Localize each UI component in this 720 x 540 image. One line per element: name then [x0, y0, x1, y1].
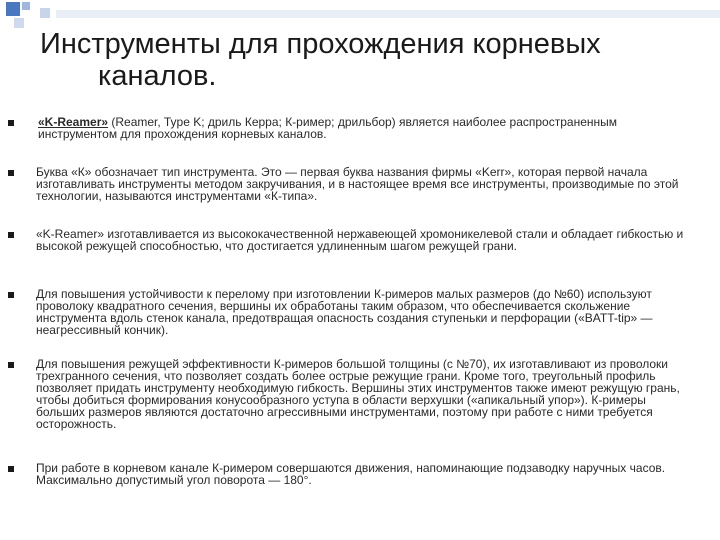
- bullet-icon: [8, 232, 14, 238]
- title-line-2: каналов.: [98, 60, 217, 92]
- list-item-text: Буква «К» обозначает тип инструмента. Это — первая буква названия фирмы «Kerr», которая первой начала изготавливать инструменты методом закручивания, и в настоящее время все инструменты, производимые по этой технологии, называются инструментами «К-типа».: [36, 165, 679, 203]
- bullet-icon: [8, 120, 14, 126]
- list-item-text: [38, 116, 688, 140]
- list-item-text: Для повышения режущей эффективности К-римеров большой толщины (с №70), их изготавливают из проволоки трехгранного сечения, что позволяет создать более острые режущие грани. Кроме того, треугольный профиль позволяет придать инструменту необходимую гибкость. Вершины этих инструментов также имеют режущую грань, чтобы добиться формирования конусообразного уступа в области верхушки («апикальный упор»). К-римеры больших размеров являются достаточно агрессивными инструментами, поэтому при работе с ними требуется осторожность.: [36, 357, 680, 431]
- list-item-body: (Reamer, Type K; дриль Керра; К-ример; дрильбор) является наиболее распространенным инструментом для прохождения корневых каналов.: [38, 115, 618, 141]
- list-item-text: «K-Reamer» изготавливается из высококачественной нержавеющей хромоникелевой стали и обладает гибкостью и высокой режущей способностью, что достигается удлиненным шагом режущей грани.: [36, 227, 684, 253]
- term-k-reamer: «K-Reamer»: [38, 115, 109, 129]
- title-line-1: Инструменты для прохождения корневых: [40, 28, 601, 60]
- bullet-icon: [8, 362, 14, 368]
- bullet-icon: [8, 292, 14, 298]
- bullet-icon: [8, 170, 14, 176]
- list-item-text: При работе в корневом канале К-римером совершаются движения, напоминающие подзаводку наручных часов. Максимально допустимый угол поворота — 180°.: [36, 461, 666, 487]
- bullet-icon: [8, 466, 14, 472]
- list-item-text: Для повышения устойчивости к перелому при изготовлении К-римеров малых размеров (до №60) используют проволоку квадратного сечения, вершины их обработаны таким образом, что обеспечивается скольжение инструмента вдоль стенок канала, предотвращая опасность создания ступеньки и перфорации («BATT-tip» — неагрессивный кончик).: [36, 287, 653, 337]
